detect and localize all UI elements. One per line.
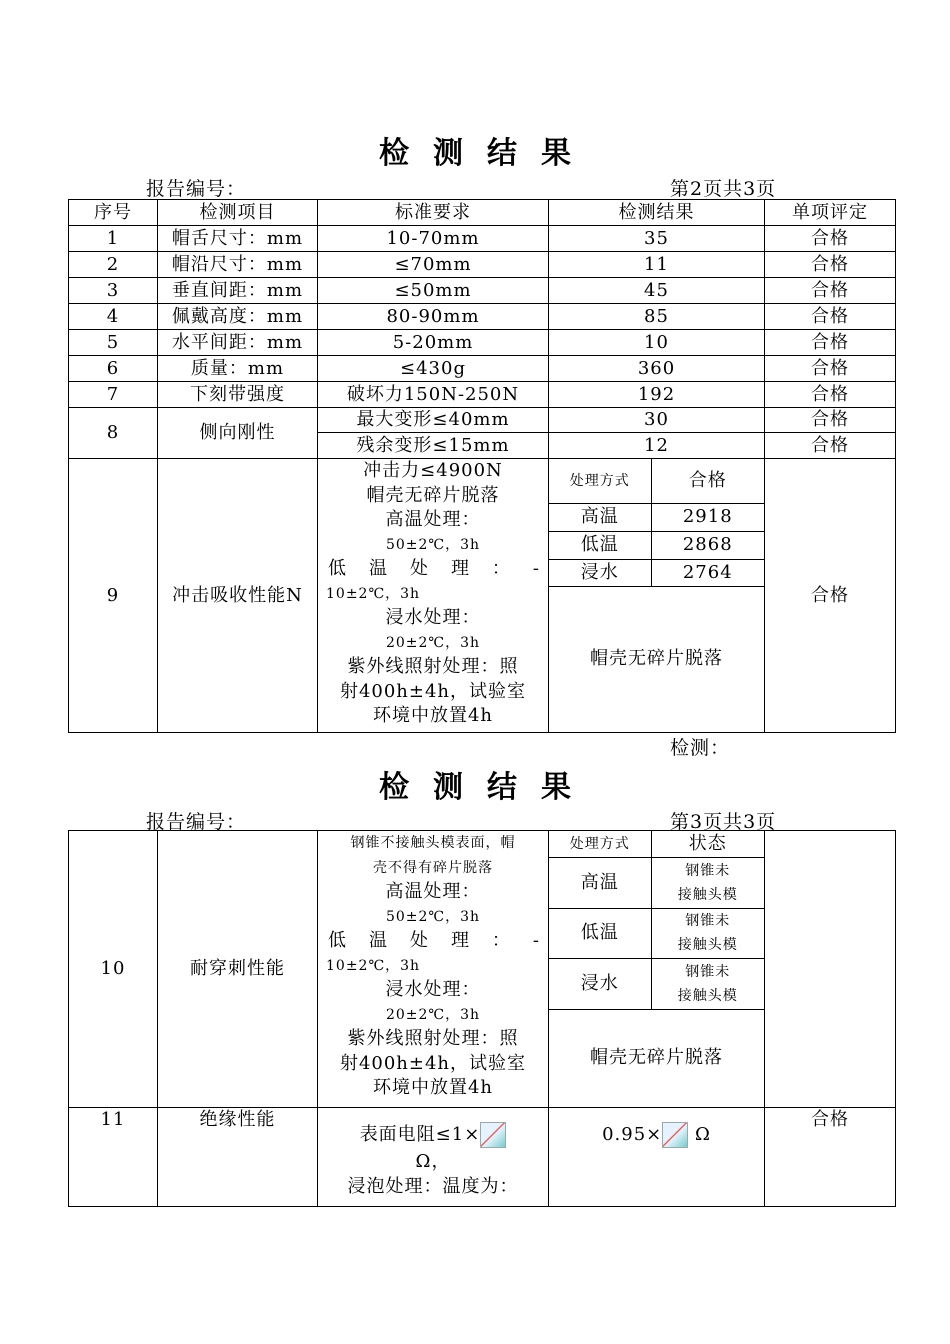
sub-row: [549, 531, 764, 559]
result-note: 帽壳无碎片脱落: [590, 648, 723, 669]
test-result: 30: [549, 408, 765, 433]
std-line: 10±2℃，3h: [326, 957, 421, 974]
status-line: 接触头模: [677, 937, 738, 953]
result-text: 0.95×: [602, 1124, 663, 1145]
sub-row: [549, 503, 764, 531]
sub-header-cell: 处理方式: [549, 831, 651, 857]
standard-requirement: 5-20mm: [318, 330, 549, 356]
page-number: 第2页共3页: [670, 178, 777, 200]
test-item: 佩戴高度：mm: [158, 304, 318, 330]
table-row: [69, 304, 896, 330]
row-number: 4: [69, 304, 158, 330]
std-line: 紫外线照射处理：照: [347, 656, 519, 677]
std-line: 紫外线照射处理：照: [347, 1028, 519, 1049]
test-item: 帽舌尺寸：mm: [158, 226, 318, 252]
standard-requirement: ≤70mm: [318, 252, 549, 278]
verdict: 合格: [765, 408, 896, 433]
header-cell: 检测结果: [549, 200, 765, 226]
table-row: [69, 382, 896, 408]
standard-requirement: [318, 831, 549, 1108]
status-line: 接触头模: [677, 886, 738, 903]
std-line: 10±2℃，3h: [326, 585, 421, 602]
sub-header-row: [549, 831, 764, 857]
test-result: 11: [549, 252, 765, 278]
row-number: 11: [69, 1108, 158, 1207]
row-number: 2: [69, 252, 158, 278]
sub-header-cell: 处理方式: [549, 459, 651, 503]
page-title: 检测结果: [379, 770, 595, 805]
std-line: 环境中放置4h: [372, 1077, 494, 1098]
std-line: 射400h±4h，试验室: [339, 1052, 527, 1074]
std-line: 浸泡处理：温度为：: [347, 1175, 519, 1197]
report-number-label: 报告编号：: [146, 178, 247, 200]
verdict: 合格: [765, 226, 896, 252]
standard-requirement: 80-90mm: [318, 304, 549, 330]
test-result: 12: [549, 433, 765, 459]
row-number: 3: [69, 278, 158, 304]
test-result: 192: [549, 382, 765, 408]
verdict: 合格: [765, 382, 896, 408]
test-item: 质量：mm: [158, 356, 318, 382]
verdict: 合格: [765, 330, 896, 356]
sub-row: [549, 908, 764, 958]
treatment-result: 2918: [651, 503, 764, 531]
table-row: [69, 831, 896, 1108]
sub-header-row: [549, 459, 764, 503]
treatment-method: 低温: [549, 908, 651, 958]
std-line: 浸水处理：: [385, 979, 481, 1000]
verdict: 合格: [765, 1108, 896, 1207]
status-line: 接触头模: [677, 987, 738, 1004]
std-line: 20±2℃，3h: [385, 1006, 481, 1023]
report-number-label: 报告编号：: [146, 811, 247, 833]
verdict: 合格: [765, 356, 896, 382]
standard-requirement: ≤430g: [318, 356, 549, 382]
treatment-status: [651, 857, 764, 908]
row-number: 7: [69, 382, 158, 408]
treatment-method: 低温: [549, 531, 651, 559]
test-result: 45: [549, 278, 765, 304]
table-row: [69, 226, 896, 252]
standard-requirement: 残余变形≤15mm: [318, 433, 549, 459]
inspector-label: 检测：: [670, 737, 731, 759]
treatment-method: 高温: [549, 857, 651, 908]
std-line: 壳不得有碎片脱落: [373, 859, 493, 876]
treatment-method: 浸水: [549, 958, 651, 1009]
test-result: 35: [549, 226, 765, 252]
standard-requirement: [318, 459, 549, 733]
std-line: 50±2℃，3h: [385, 536, 481, 553]
test-item: 垂直间距：mm: [158, 278, 318, 304]
treatment-status: [651, 958, 764, 1009]
page-number: 第3页共3页: [670, 811, 777, 833]
std-line: [318, 1120, 548, 1150]
test-item: 耐穿刺性能: [158, 831, 318, 1108]
std-line: 低温处理：-: [328, 930, 540, 951]
result-note: 帽壳无碎片脱落: [590, 1046, 723, 1068]
test-result: [549, 831, 765, 1108]
sub-results-table: [549, 831, 764, 1010]
status-line: 钢锥未: [685, 963, 731, 980]
header-cell: 序号: [69, 200, 158, 226]
table-row: [69, 356, 896, 382]
verdict: 合格: [765, 252, 896, 278]
std-line: 环境中放置4h: [372, 705, 494, 726]
std-line: 低温处理：-: [328, 558, 540, 579]
std-line: 钢锥不接触头模表面，帽: [350, 835, 516, 851]
standard-requirement: 破坏力150N-250N: [318, 382, 549, 408]
verdict: [765, 831, 896, 1108]
test-item: 绝缘性能: [158, 1108, 318, 1207]
header-cell: 标准要求: [318, 200, 549, 226]
standard-requirement: 10-70mm: [318, 226, 549, 252]
test-item: 水平间距：mm: [158, 330, 318, 356]
std-line: 20±2℃，3h: [385, 634, 481, 651]
treatment-method: 浸水: [549, 559, 651, 586]
test-item: 帽沿尺寸：mm: [158, 252, 318, 278]
row-number: 5: [69, 330, 158, 356]
test-result: 10: [549, 330, 765, 356]
broken-image-icon: [662, 1122, 688, 1148]
test-item: 冲击吸收性能N: [158, 459, 318, 733]
sub-header-cell: 状态: [651, 831, 764, 857]
test-result: 85: [549, 304, 765, 330]
table-row: [69, 252, 896, 278]
verdict: 合格: [765, 304, 896, 330]
result-unit: Ω: [694, 1124, 711, 1145]
table-row: [69, 459, 896, 733]
header-cell: 单项评定: [765, 200, 896, 226]
std-line: Ω，: [415, 1151, 451, 1172]
std-line: 冲击力≤4900N: [363, 460, 503, 481]
table-row: [69, 278, 896, 304]
sub-row: [549, 559, 764, 586]
verdict: 合格: [765, 459, 896, 733]
std-line: 浸水处理：: [385, 607, 481, 628]
sub-row: [549, 958, 764, 1009]
std-line: 高温处理：: [385, 881, 481, 902]
standard-requirement: ≤50mm: [318, 278, 549, 304]
sub-results-table: [549, 459, 764, 587]
verdict: 合格: [765, 278, 896, 304]
test-result: 360: [549, 356, 765, 382]
status-line: 钢锥未: [685, 913, 731, 929]
std-line: 高温处理：: [385, 509, 481, 530]
treatment-status: [651, 908, 764, 958]
page-title: 检测结果: [379, 136, 595, 171]
test-item: 下刻带强度: [158, 382, 318, 408]
results-table-1: [68, 199, 896, 733]
test-result: [549, 1108, 765, 1207]
standard-requirement: 最大变形≤40mm: [318, 408, 549, 433]
verdict: 合格: [765, 433, 896, 459]
treatment-result: 2764: [651, 559, 764, 586]
treatment-method: 高温: [549, 503, 651, 531]
row-number: 8: [69, 408, 158, 459]
status-line: 钢锥未: [685, 862, 731, 879]
table-row: [69, 330, 896, 356]
treatment-result: 2868: [651, 531, 764, 559]
results-table-2: [68, 830, 896, 1207]
test-result: [549, 459, 765, 733]
sub-header-cell: 合格: [651, 459, 764, 503]
standard-requirement: [318, 1108, 549, 1207]
test-item: 侧向刚性: [158, 408, 318, 459]
table-row: [69, 408, 896, 433]
std-line: 射400h±4h，试验室: [339, 680, 527, 702]
std-line: 50±2℃，3h: [385, 908, 481, 925]
sub-row: [549, 857, 764, 908]
std-line: 帽壳无碎片脱落: [366, 484, 500, 506]
broken-image-icon: [480, 1122, 506, 1148]
std-text: 表面电阻≤1×: [359, 1124, 481, 1145]
row-number: 6: [69, 356, 158, 382]
row-number: 9: [69, 459, 158, 733]
header-cell: 检测项目: [158, 200, 318, 226]
table-header-row: [69, 200, 896, 226]
table-row: [69, 1108, 896, 1207]
row-number: 10: [69, 831, 158, 1108]
row-number: 1: [69, 226, 158, 252]
